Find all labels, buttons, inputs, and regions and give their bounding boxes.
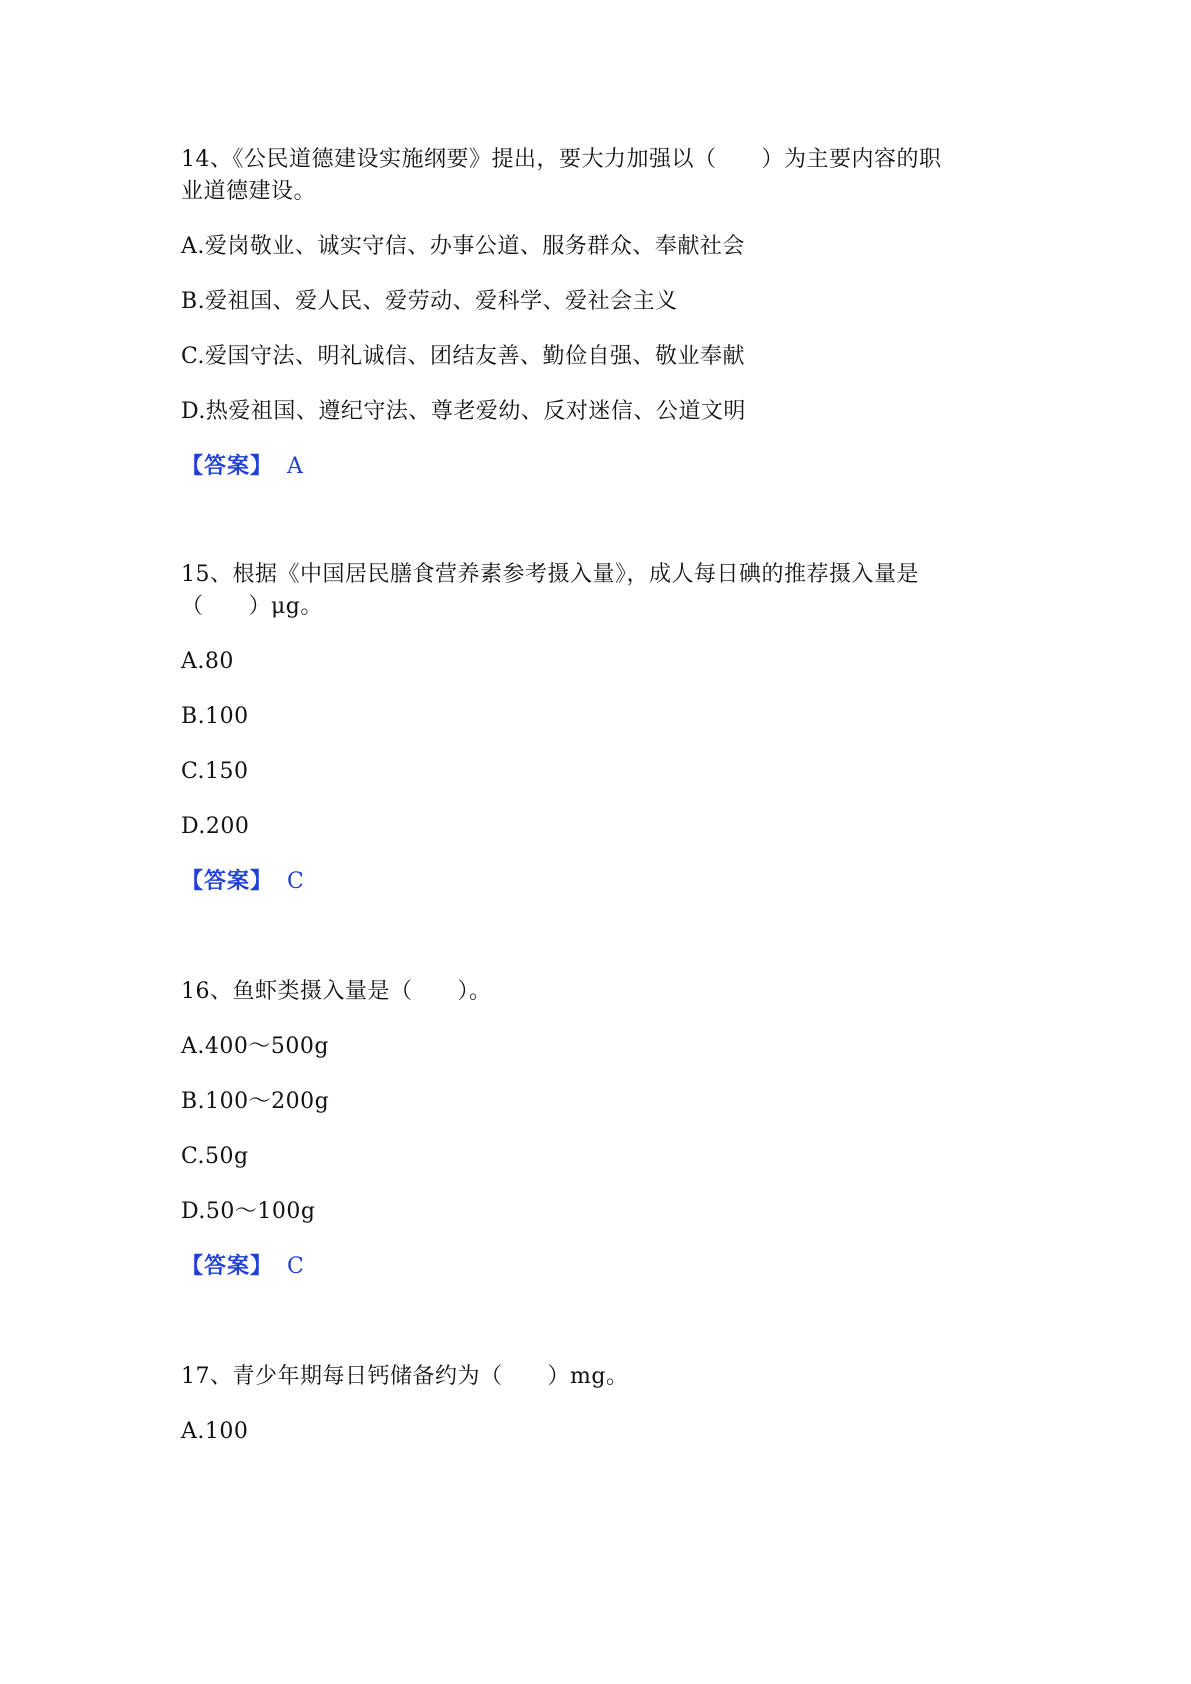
answer-label: 【答案】 — [181, 454, 274, 479]
question-16-option-d: D.50～100g — [181, 1199, 316, 1224]
question-15-stem-line-2: （ ）μg。 — [181, 594, 323, 619]
question-15-stem-line-1: 15、根据《中国居民膳食营养素参考摄入量》，成人每日碘的推荐摄入量是 — [181, 562, 919, 587]
answer-value: A — [287, 454, 304, 479]
question-14-option-c: C.爱国守法、明礼诚信、团结友善、勤俭自强、敬业奉献 — [181, 344, 746, 369]
question-17-stem-line-1: 17、青少年期每日钙储备约为（ ）mg。 — [181, 1364, 629, 1389]
question-16-option-c: C.50g — [181, 1144, 249, 1169]
question-14-stem-line-1: 14、《公民道德建设实施纲要》提出，要大力加强以（ ）为主要内容的职 — [181, 147, 942, 172]
answer-label: 【答案】 — [181, 1254, 274, 1279]
question-16-stem-line-1: 16、鱼虾类摄入量是（ ）。 — [181, 979, 492, 1004]
question-16-answer — [181, 1251, 304, 1283]
question-15-option-d: D.200 — [181, 814, 250, 839]
question-15-answer — [181, 866, 304, 898]
answer-label: 【答案】 — [181, 869, 274, 894]
answer-value: C — [287, 1254, 305, 1279]
question-15-option-b: B.100 — [181, 704, 249, 729]
question-14-option-d: D.热爱祖国、遵纪守法、尊老爱幼、反对迷信、公道文明 — [181, 399, 746, 424]
answer-value: C — [287, 869, 305, 894]
question-14-stem-line-2: 业道德建设。 — [181, 179, 317, 204]
question-16-option-a: A.400～500g — [181, 1034, 329, 1059]
question-14-option-b: B.爱祖国、爱人民、爱劳动、爱科学、爱社会主义 — [181, 289, 678, 314]
question-16-option-b: B.100～200g — [181, 1089, 330, 1114]
question-14-option-a: A.爱岗敬业、诚实守信、办事公道、服务群众、奉献社会 — [181, 234, 745, 259]
question-15-option-c: C.150 — [181, 759, 249, 784]
question-14-answer — [181, 451, 303, 483]
question-17-option-a: A.100 — [181, 1419, 249, 1444]
question-15-option-a: A.80 — [181, 649, 234, 674]
